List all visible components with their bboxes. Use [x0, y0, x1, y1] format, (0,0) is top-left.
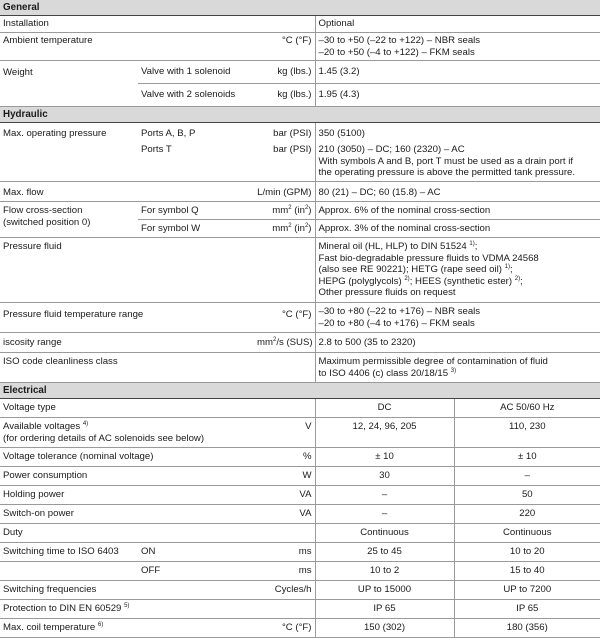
- fluid-line-5: Other pressure fluids on request: [318, 287, 456, 298]
- unit-switch-on-power: VA: [254, 505, 315, 524]
- voltage-tolerance-dc: ± 10: [315, 448, 454, 467]
- switching-time-empty: [0, 562, 138, 581]
- value-viscosity: 2.8 to 500 (35 to 2320): [315, 333, 600, 353]
- unit-max-flow: L/min (GPM): [254, 182, 315, 202]
- label-pressure-fluid: Pressure fluid: [0, 238, 315, 303]
- row-ambient-temperature: [0, 33, 600, 61]
- row-max-operating-pressure-2: [0, 142, 600, 182]
- protection-dc: IP 65: [315, 600, 454, 619]
- row-switching-time-on: [0, 543, 600, 562]
- avail-label-1: Available voltages $^{4)}$: [3, 420, 89, 432]
- max-coil-temperature-dc: 150 (302): [315, 619, 454, 638]
- label-weight: Weight: [0, 61, 138, 107]
- weight-sub-1: Valve with 1 solenoid: [138, 61, 254, 84]
- fluid-line-1: Mineral oil (HL, HLP) to DIN 51524 $^{1)}$;: [318, 240, 478, 252]
- switching-time-on-ac: 10 to 20: [454, 543, 600, 562]
- row-protection: [0, 600, 600, 619]
- iso-line-1: Maximum permissible degree of contamination of fluid: [318, 356, 548, 367]
- row-max-operating-pressure-1: [0, 123, 600, 143]
- section-general: [0, 0, 600, 16]
- label-switching-time: Switching time to ISO 6403: [0, 543, 138, 562]
- row-switching-frequencies: [0, 581, 600, 600]
- unit-max-coil-temperature: °C (°F): [254, 619, 315, 638]
- row-max-flow: [0, 182, 600, 202]
- label-available-voltages: [0, 418, 254, 448]
- row-viscosity: [0, 333, 600, 353]
- label-iso-cleanliness: ISO code cleanliness class: [0, 353, 315, 383]
- value-max-flow: 80 (21) – DC; 60 (15.8) – AC: [315, 182, 600, 202]
- fluidtemp-nbr: –30 to +80 (–22 to +176) – NBR seals: [318, 306, 481, 317]
- switching-time-off-ac: 15 to 40: [454, 562, 600, 581]
- label-installation: Installation: [0, 16, 315, 33]
- row-power-consumption: [0, 467, 600, 486]
- row-holding-power: [0, 486, 600, 505]
- unit-voltage-tolerance: %: [254, 448, 315, 467]
- weight-unit-2: kg (lbs.): [254, 84, 315, 107]
- label-max-operating-pressure: Max. operating pressure: [3, 128, 107, 139]
- voltage-tolerance-ac: ± 10: [454, 448, 600, 467]
- duty-dc: Continuous: [315, 524, 454, 543]
- iso-line-2: to ISO 4406 (c) class 20/18/15 $^{3)}$: [318, 367, 457, 379]
- flowcross-sub-2: For symbol W: [138, 220, 254, 238]
- flowcross-value-2: Approx. 3% of the nominal cross-section: [315, 220, 600, 238]
- row-fluid-temperature: [0, 303, 600, 333]
- value-fluid-temperature: [315, 303, 600, 333]
- switching-time-on-unit: ms: [254, 543, 315, 562]
- label-ambient-temperature: Ambient temperature: [0, 33, 254, 61]
- power-consumption-dc: 30: [315, 467, 454, 486]
- label-holding-power: Holding power: [0, 486, 254, 505]
- switch-on-power-dc: –: [315, 505, 454, 524]
- available-voltages-ac: 110, 230: [454, 418, 600, 448]
- fluid-line-4: HEPG (polyglycols) $^{2)}$; HEES (synthetic ester) $^{2)}$;: [318, 275, 523, 287]
- section-hydraulic: [0, 107, 600, 123]
- maxop-empty: [0, 142, 138, 182]
- holding-power-dc: –: [315, 486, 454, 505]
- maxop-value-2: [315, 142, 600, 182]
- switching-time-off-unit: ms: [254, 562, 315, 581]
- label-viscosity: iscosity range: [0, 333, 254, 353]
- row-flow-cross-section-1: [0, 202, 600, 220]
- fluidtemp-fkm: –20 to +80 (–4 to +176) – FKM seals: [318, 317, 475, 329]
- label-max-flow: Max. flow: [0, 182, 254, 202]
- unit-switching-frequencies: Cycles/h: [254, 581, 315, 600]
- row-pressure-fluid: [0, 238, 600, 303]
- row-switching-time-off: [0, 562, 600, 581]
- flowcross-unit-2: $mm^2$ $(in^2)$: [254, 220, 315, 238]
- avail-label-2: (for ordering details of AC solenoids see below): [3, 432, 205, 444]
- switching-time-off-dc: 10 to 2: [315, 562, 454, 581]
- label-voltage-tolerance: Voltage tolerance (nominal voltage): [0, 448, 254, 467]
- ambient-fkm: –20 to +50 (–4 to +122) – FKM seals: [318, 46, 475, 58]
- maxop-unit-1: bar (PSI): [273, 128, 312, 139]
- row-installation: [0, 16, 600, 33]
- label-max-coil-temperature: Max. coil temperature $^{6)}$: [0, 619, 254, 638]
- row-weight-1: [0, 61, 600, 84]
- available-voltages-dc: 12, 24, 96, 205: [315, 418, 454, 448]
- label-power-consumption: Power consumption: [0, 467, 254, 486]
- label-protection: Protection to DIN EN 60529 $^{5)}$: [0, 600, 315, 619]
- label-duty: Duty: [0, 524, 315, 543]
- flowcross-value-1: Approx. 6% of the nominal cross-section: [315, 202, 600, 220]
- label-voltage-type: Voltage type: [0, 399, 315, 418]
- value-pressure-fluid: [315, 238, 600, 303]
- switching-time-on-dc: 25 to 45: [315, 543, 454, 562]
- maxop-note-1: With symbols A and B, port T must be used as a drain port if: [318, 155, 574, 167]
- value-installation: Optional: [315, 16, 600, 33]
- label-fluid-temperature: Pressure fluid temperature range: [0, 303, 254, 333]
- value-iso-cleanliness: [315, 353, 600, 383]
- unit-ambient-temperature: °C (°F): [254, 33, 315, 61]
- flowcross-sub-1: For symbol Q: [138, 202, 254, 220]
- unit-available-voltages: V: [254, 418, 315, 448]
- maxop-sub-2: Ports T: [138, 142, 254, 182]
- switch-on-power-ac: 220: [454, 505, 600, 524]
- maxop-sub-1: Ports A, B, P: [141, 128, 196, 139]
- label-switch-on-power: Switch-on power: [0, 505, 254, 524]
- row-max-coil-temperature: [0, 619, 600, 638]
- label-switching-frequencies: Switching frequencies: [0, 581, 254, 600]
- weight-sub-2: Valve with 2 solenoids: [138, 84, 254, 107]
- electrical-table: [0, 383, 600, 638]
- flowcross-label-1: Flow cross-section: [3, 205, 83, 216]
- section-title-general: General: [0, 0, 600, 16]
- flowcross-unit-1: $mm^2$ $(in^2)$: [254, 202, 315, 220]
- row-switch-on-power: [0, 505, 600, 524]
- weight-value-2: 1.95 (4.3): [315, 84, 600, 107]
- maxop-note-2: the operating pressure is above the permitted tank pressure.: [318, 167, 576, 178]
- maxop-unit-2: bar (PSI): [254, 142, 315, 182]
- maxop-value-1: 350 (5100): [315, 123, 600, 143]
- unit-holding-power: VA: [254, 486, 315, 505]
- switching-time-on-label: ON: [138, 543, 254, 562]
- max-coil-temperature-ac: 180 (356): [454, 619, 600, 638]
- switching-frequencies-dc: UP to 15000: [315, 581, 454, 600]
- weight-value-1: 1.45 (3.2): [315, 61, 600, 84]
- section-title-electrical: Electrical: [0, 383, 600, 399]
- holding-power-ac: 50: [454, 486, 600, 505]
- row-voltage-type: [0, 399, 600, 418]
- maxop-t-values: 210 (3050) – DC; 160 (2320) – AC: [318, 144, 465, 155]
- section-title-hydraulic: Hydraulic: [0, 107, 600, 123]
- row-available-voltages: [0, 418, 600, 448]
- weight-unit-1: kg (lbs.): [254, 61, 315, 84]
- ambient-nbr: –30 to +50 (–22 to +122) – NBR seals: [318, 35, 481, 46]
- voltage-type-dc: DC: [315, 399, 454, 418]
- switching-time-off-label: OFF: [138, 562, 254, 581]
- duty-ac: Continuous: [454, 524, 600, 543]
- protection-ac: IP 65: [454, 600, 600, 619]
- unit-fluid-temperature: °C (°F): [254, 303, 315, 333]
- row-voltage-tolerance: [0, 448, 600, 467]
- power-consumption-ac: –: [454, 467, 600, 486]
- voltage-type-ac: AC 50/60 Hz: [454, 399, 600, 418]
- value-ambient-temperature: [315, 33, 600, 61]
- unit-power-consumption: W: [254, 467, 315, 486]
- row-iso-cleanliness: [0, 353, 600, 383]
- flowcross-label-2: (switched position 0): [3, 216, 91, 228]
- label-flow-cross-section: [0, 202, 138, 238]
- section-electrical: [0, 383, 600, 399]
- row-duty: [0, 524, 600, 543]
- fluid-line-2: Fast bio-degradable pressure fluids to VDMA 24568: [318, 252, 539, 264]
- switching-frequencies-ac: UP to 7200: [454, 581, 600, 600]
- unit-viscosity: $mm^2/s$ (SUS): [254, 333, 315, 353]
- fluid-line-3: (also see RE 90221); HETG (rape seed oil) $^{1)}$;: [318, 263, 513, 275]
